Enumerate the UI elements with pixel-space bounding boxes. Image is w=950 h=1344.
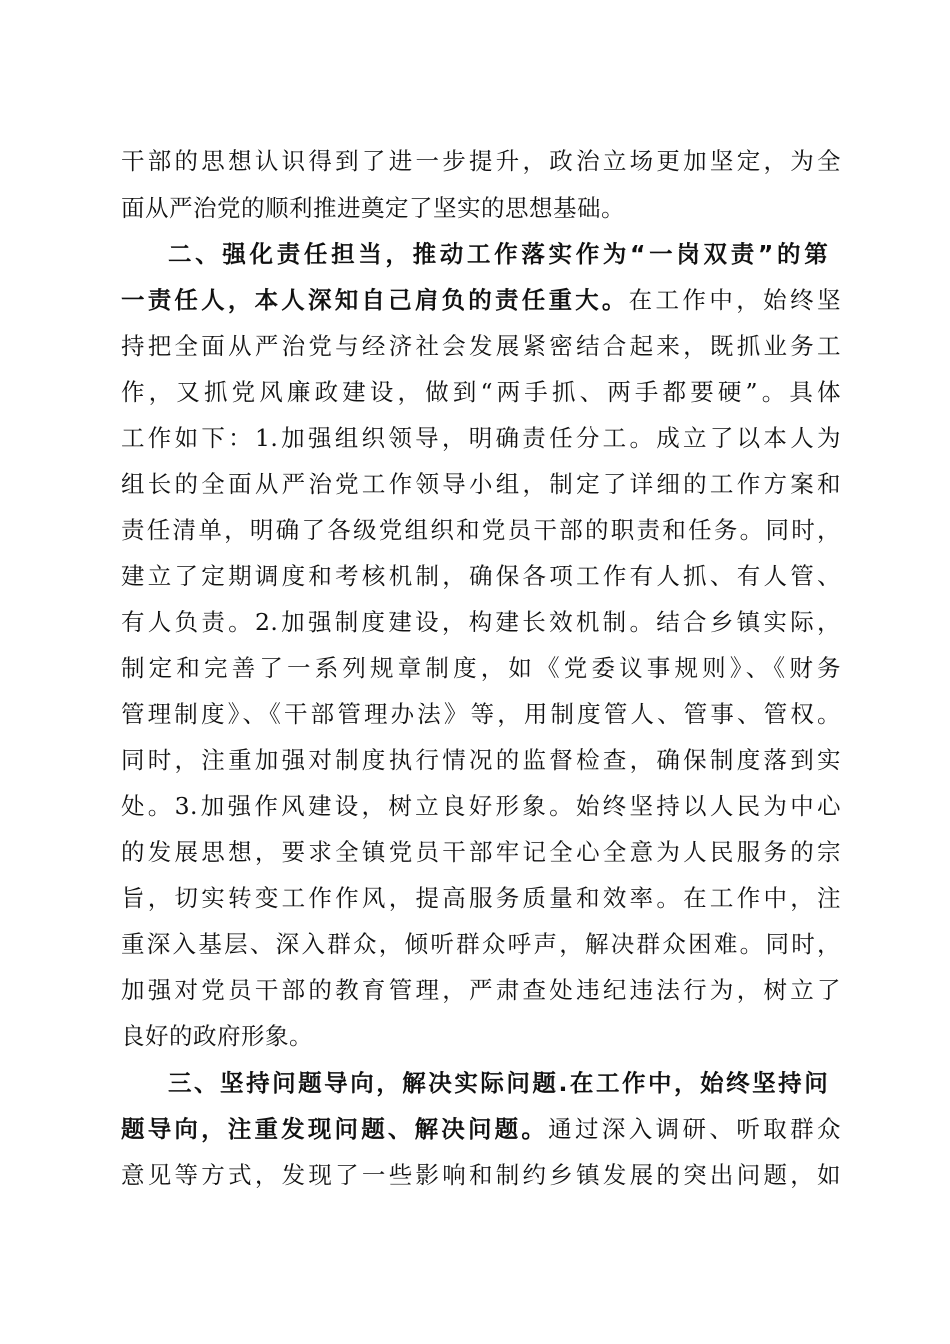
body-line: [121, 693, 841, 735]
section-heading-line: [168, 1062, 828, 1104]
body-line: [121, 601, 841, 643]
body-line: [121, 463, 841, 505]
body-text: 加强对党员干部的教育管理，严肃查处违纪违法行为，树立了: [121, 976, 841, 1004]
body-text: 干部的思想认识得到了进一步提升，政治立场更加坚定，为全: [121, 147, 841, 175]
body-line: [121, 279, 841, 321]
body-text: 意见等方式，发现了一些影响和制约乡镇发展的突出问题，如: [121, 1161, 841, 1189]
body-line: [121, 1015, 841, 1057]
body-line: [121, 140, 841, 182]
body-line: [121, 647, 841, 689]
body-line: [121, 509, 841, 551]
body-text: 持把全面从严治党与经济社会发展紧密结合起来，既抓业务工: [121, 332, 841, 360]
body-line: [121, 555, 841, 597]
body-text: 同时，注重加强对制度执行情况的监督检查，确保制度落到实: [121, 746, 841, 774]
body-line: [121, 877, 841, 919]
body-text: 通过深入调研、听取群众: [548, 1115, 841, 1143]
body-text: 处。3.加强作风建设，树立良好形象。始终坚持以人民为中心: [121, 792, 841, 820]
body-text: 工作如下：1.加强组织领导，明确责任分工。成立了以本人为: [121, 424, 841, 452]
section-heading-2-cont: 一责任人，本人深知自己肩负的责任重大。: [121, 286, 629, 314]
body-line: [121, 923, 841, 965]
body-text: 作，又抓党风廉政建设，做到“两手抓、两手都要硬”。具体: [121, 378, 841, 406]
body-text: 的发展思想，要求全镇党员干部牢记全心全意为人民服务的宗: [121, 838, 841, 866]
body-text: 面从严治党的顺利推进奠定了坚实的思想基础。: [121, 194, 625, 222]
section-heading-2: 二、强化责任担当，推动工作落实作为“一岗双责”的第: [168, 240, 828, 268]
body-text: 旨，切实转变工作作风，提高服务质量和效率。在工作中，注: [121, 884, 841, 912]
body-text: 良好的政府形象。: [121, 1022, 313, 1050]
body-line: [121, 785, 841, 827]
body-text: 在工作中，始终坚: [628, 286, 842, 314]
body-line: [121, 417, 841, 459]
body-line: [121, 371, 841, 413]
section-heading-line: [168, 233, 828, 275]
body-line: [121, 969, 841, 1011]
body-line: [121, 325, 841, 367]
body-text: 责任清单，明确了各级党组织和党员干部的职责和任务。同时，: [121, 516, 841, 544]
body-line: [121, 1154, 841, 1196]
body-text: 建立了定期调度和考核机制，确保各项工作有人抓、有人管、: [121, 562, 841, 590]
body-text: 制定和完善了一系列规章制度，如《党委议事规则》、《财务: [121, 654, 841, 682]
body-line: [121, 187, 841, 229]
body-line: [121, 831, 841, 873]
section-heading-3-cont: 题导向，注重发现问题、解决问题。: [121, 1115, 549, 1143]
body-line: [121, 739, 841, 781]
section-heading-3: 三、坚持问题导向，解决实际问题.在工作中，始终坚持问: [168, 1069, 828, 1097]
body-text: 有人负责。2.加强制度建设，构建长效机制。结合乡镇实际，: [121, 608, 841, 636]
body-line: [121, 1108, 841, 1150]
body-text: 重深入基层、深入群众，倾听群众呼声，解决群众困难。同时，: [121, 930, 841, 958]
body-text: 管理制度》、《干部管理办法》等，用制度管人、管事、管权。: [121, 700, 841, 728]
body-text: 组长的全面从严治党工作领导小组，制定了详细的工作方案和: [121, 470, 841, 498]
